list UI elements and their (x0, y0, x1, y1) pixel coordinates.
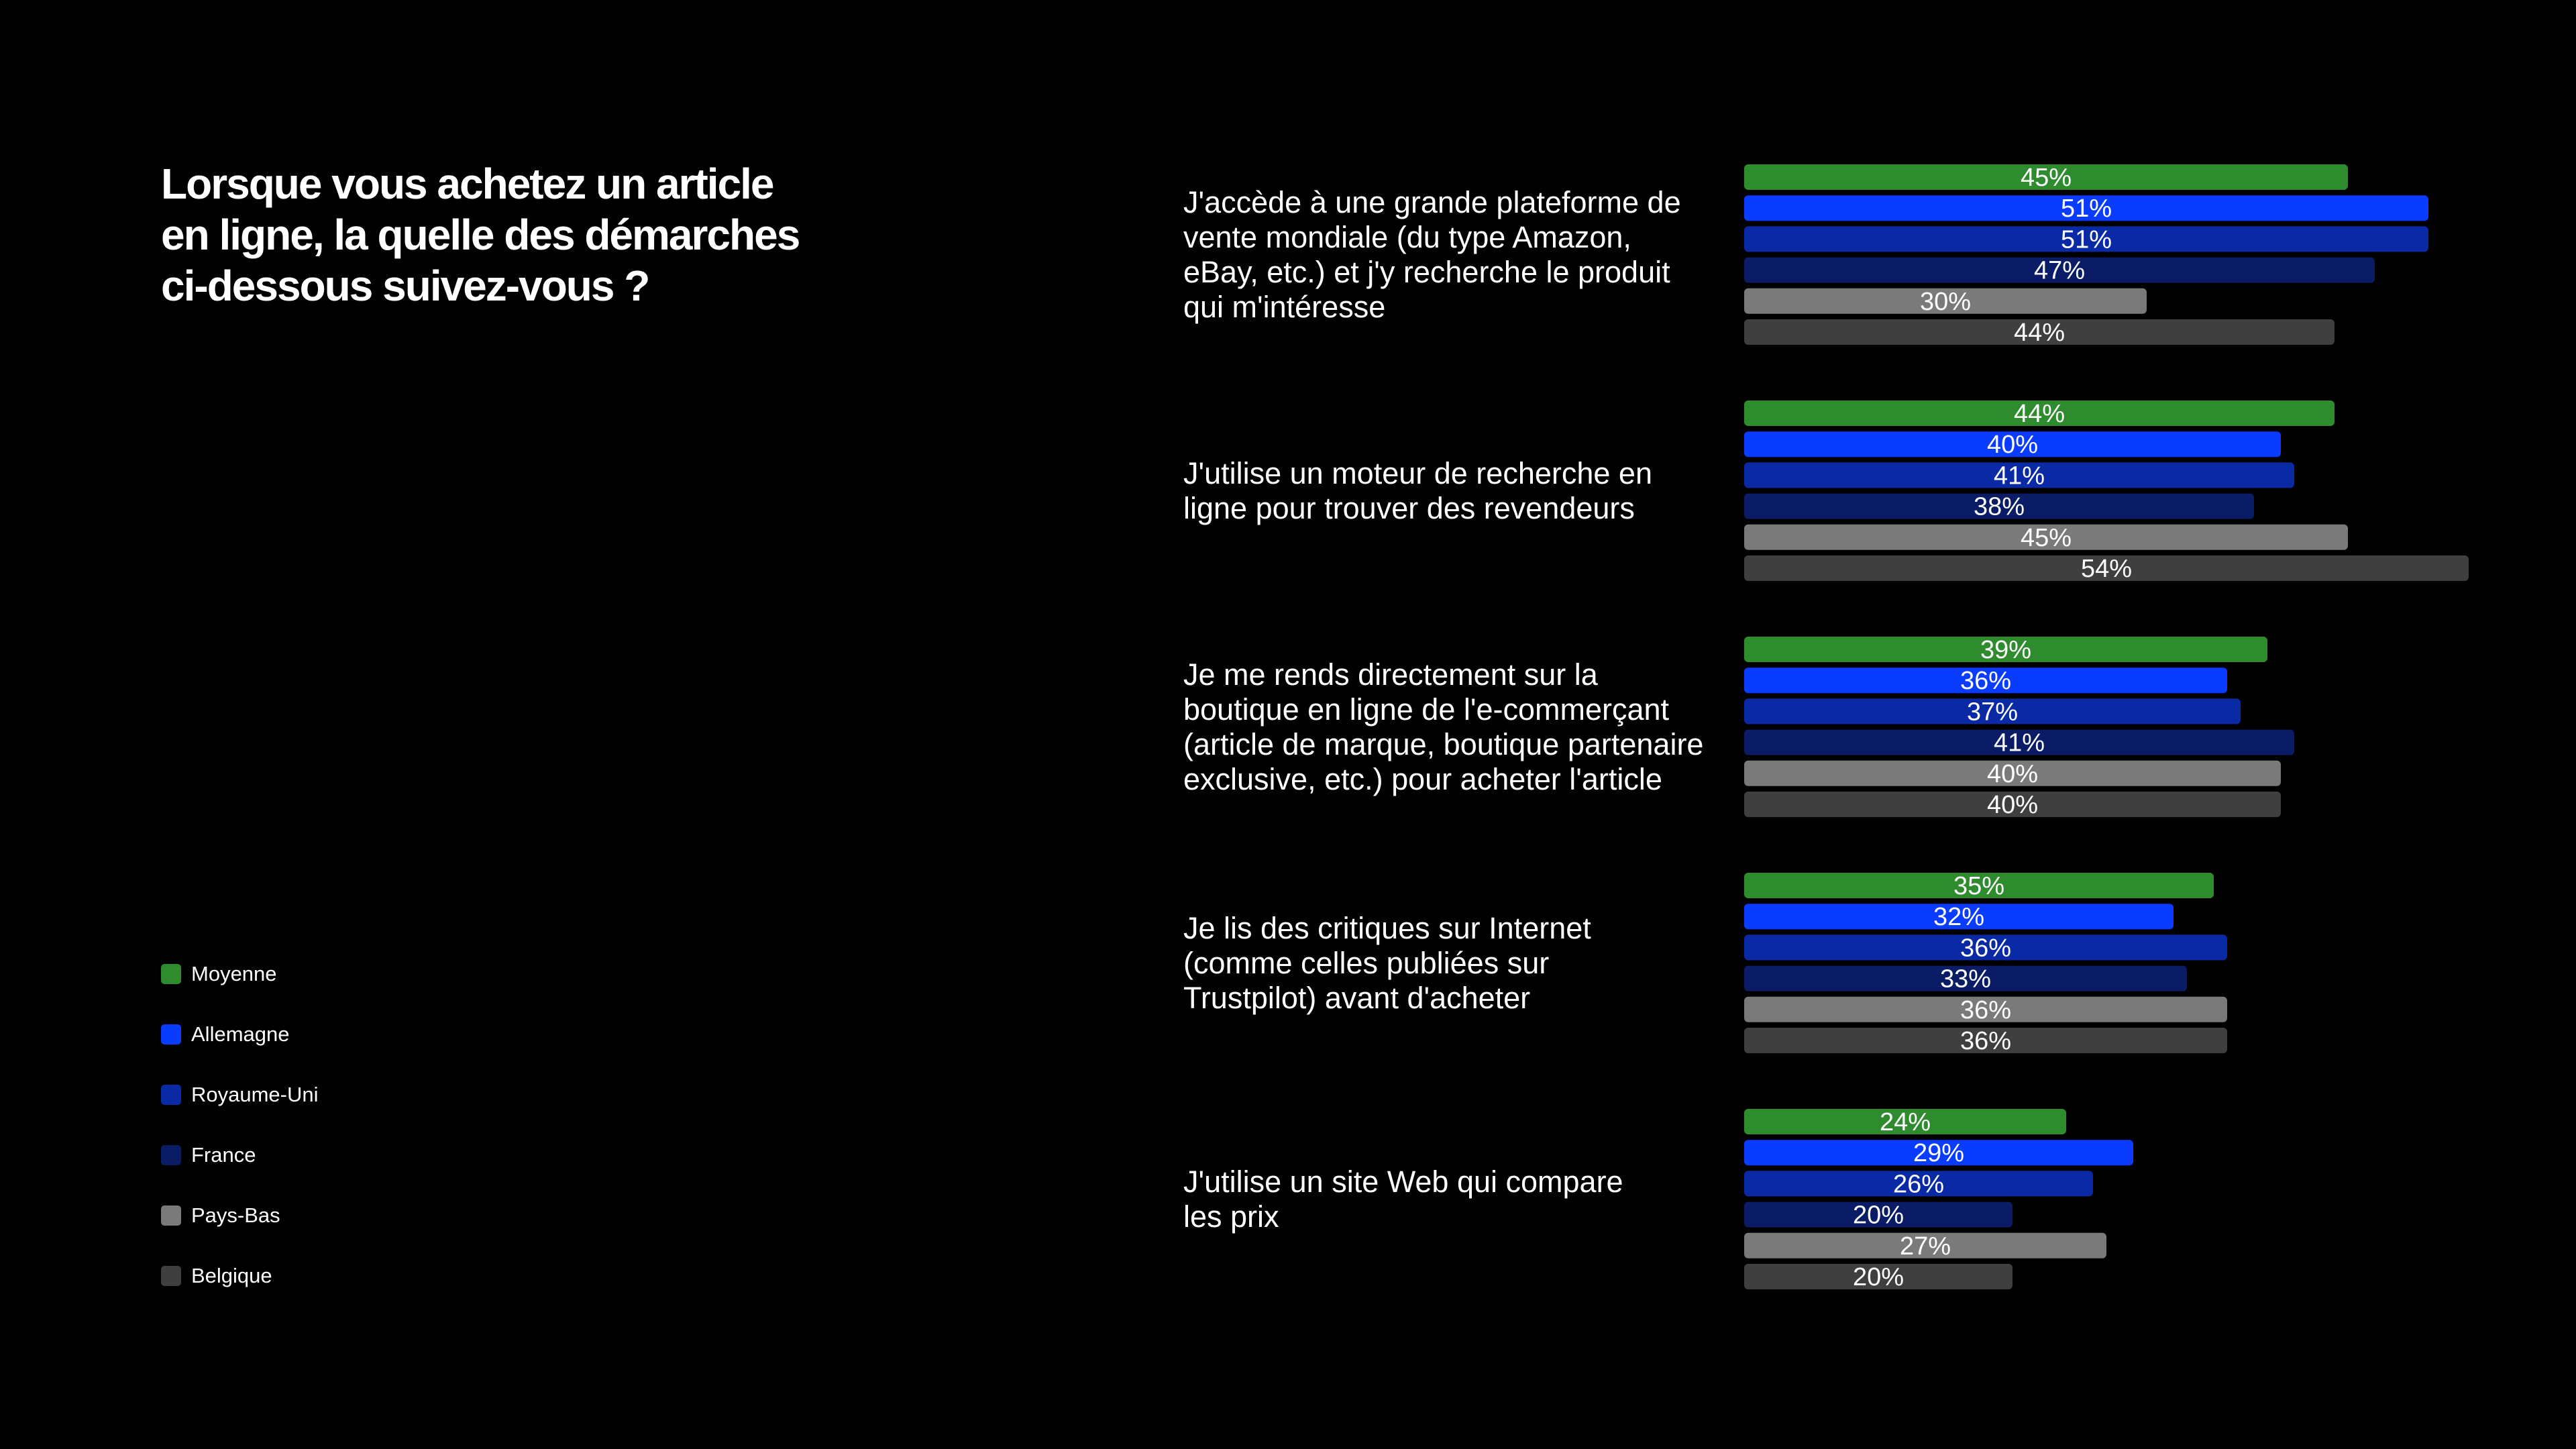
data-label: 35% (1953, 872, 2005, 900)
category-label-line: Je lis des critiques sur Internet (1183, 910, 1591, 945)
data-label: 33% (1939, 965, 1992, 994)
data-label: 24% (1879, 1108, 1931, 1136)
category-label-line: vente mondiale (du type Amazon, (1183, 219, 1631, 254)
data-label: 37% (1966, 698, 2019, 727)
data-label: 45% (2020, 523, 2072, 552)
category-label-line: les prix (1183, 1199, 1279, 1234)
data-label: 36% (1960, 996, 2012, 1024)
chart-title-line: ci-dessous suivez-vous ? (161, 262, 649, 310)
data-label: 41% (1993, 729, 2045, 757)
category-label-line: Trustpilot) avant d'acheter (1183, 980, 1531, 1015)
category-label-line: eBay, etc.) et j'y recherche le produit (1183, 254, 1670, 289)
category-label-line: exclusive, etc.) pour acheter l'article (1183, 761, 1662, 796)
data-label: 44% (2013, 319, 2065, 347)
data-label: 51% (2060, 195, 2112, 223)
category-label-line: boutique en ligne de l'e-commerçant (1183, 692, 1670, 727)
legend-label: Royaume-Uni (191, 1083, 319, 1106)
chart-title-line: Lorsque vous achetez un article (161, 160, 773, 208)
chart-title-line: en ligne, la quelle des démarches (161, 211, 800, 259)
data-label: 54% (2080, 555, 2133, 583)
category-label-line: J'accède à une grande plateforme de (1183, 184, 1681, 219)
data-label: 40% (1986, 791, 2039, 819)
category-label-line: (article de marque, boutique partenaire (1183, 727, 1704, 761)
data-label: 40% (1986, 431, 2039, 460)
data-label: 44% (2013, 400, 2065, 428)
category-label-line: J'utilise un moteur de recherche en (1183, 455, 1652, 490)
data-label: 41% (1993, 462, 2045, 490)
data-label: 29% (1913, 1139, 1965, 1168)
category-label-line: ligne pour trouver des revendeurs (1183, 490, 1635, 525)
data-label: 45% (2020, 164, 2072, 192)
data-label: 36% (1960, 934, 2012, 963)
data-label: 20% (1852, 1201, 1904, 1230)
data-label: 39% (1980, 636, 2032, 664)
data-label: 40% (1986, 759, 2039, 788)
legend-label: Belgique (191, 1264, 272, 1287)
category-label-line: J'utilise un site Web qui compare (1183, 1164, 1623, 1199)
data-label: 26% (1892, 1170, 1945, 1199)
legend-label: Pays-Bas (191, 1203, 280, 1227)
data-label: 32% (1933, 903, 1985, 932)
data-label: 38% (1973, 492, 2025, 521)
legend-label: France (191, 1143, 256, 1167)
category-label-line: qui m'intéresse (1183, 289, 1386, 324)
data-label: 27% (1899, 1232, 1951, 1260)
data-label: 51% (2060, 225, 2112, 254)
data-label: 20% (1852, 1263, 1904, 1291)
legend-label: Moyenne (191, 962, 277, 985)
data-label: 47% (2033, 256, 2086, 285)
category-label-line: (comme celles publiées sur (1183, 945, 1550, 980)
data-label: 36% (1960, 667, 2012, 696)
data-label: 36% (1960, 1027, 2012, 1055)
data-label: 30% (1919, 287, 1972, 316)
category-label-line: Je me rends directement sur la (1183, 657, 1598, 692)
legend-label: Allemagne (191, 1022, 290, 1046)
